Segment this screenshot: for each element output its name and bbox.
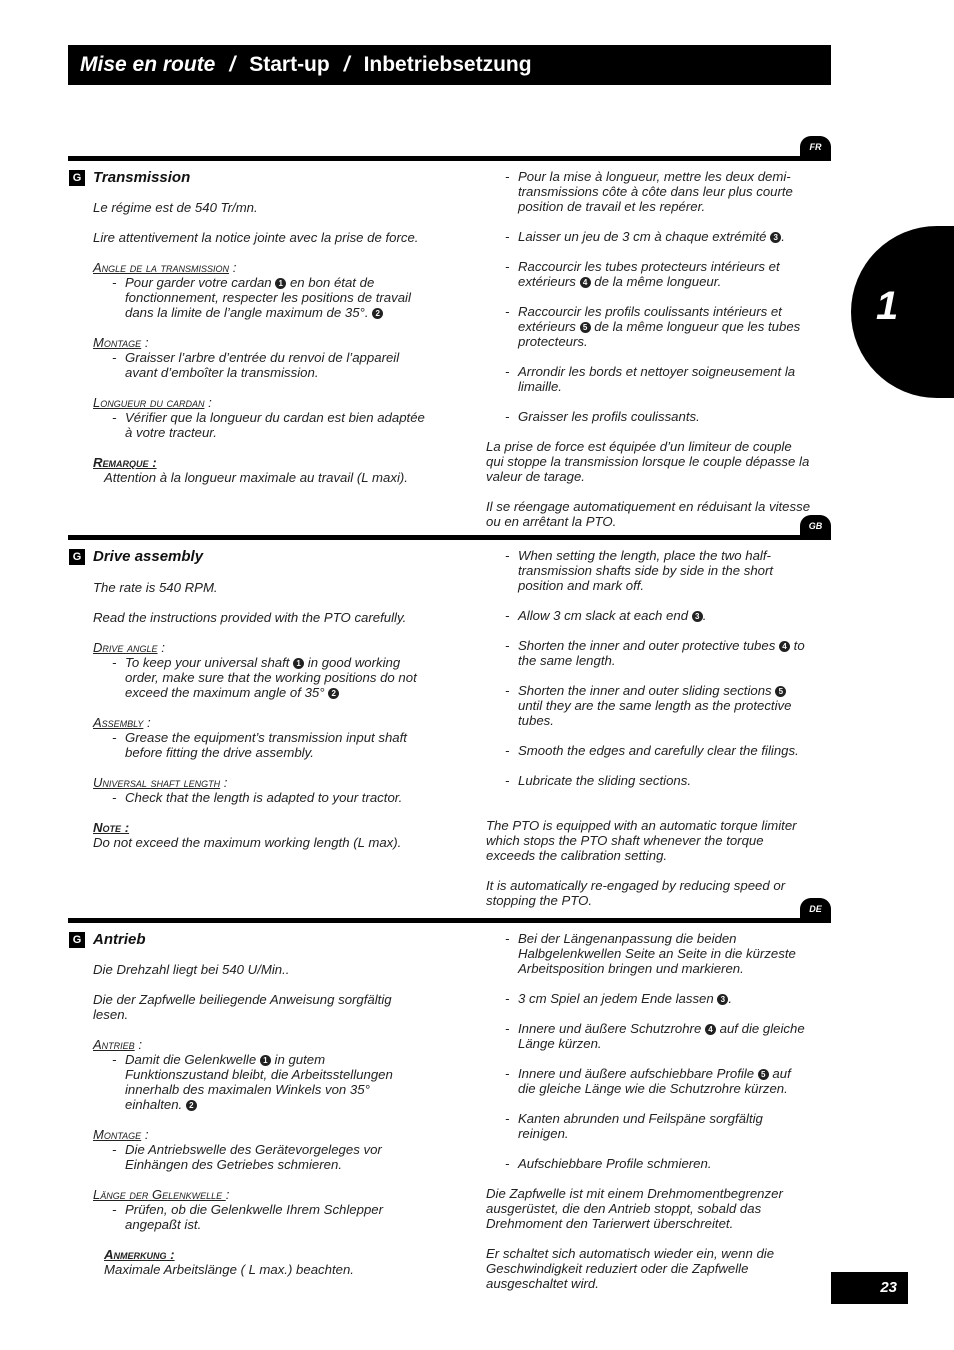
subheading-colon: :	[141, 1127, 149, 1142]
chapter-tab	[851, 226, 954, 398]
page-header	[68, 45, 831, 85]
list-item-text: .	[702, 608, 707, 623]
callout-2-icon: 2	[186, 1100, 197, 1111]
list-item-text: Shorten the inner and outer sliding sections	[518, 683, 772, 698]
list-item: - When setting the length, place the two half-transmission shafts side by side in the short position and mark off.	[505, 548, 774, 593]
list-item-text: in good working order, make sure that the working positions do not exceed the maximum angle of 35°	[125, 655, 417, 700]
list-item-text: Aufschiebbare Profile schmieren.	[518, 1156, 712, 1171]
list-item-text: de la même longueur.	[594, 274, 722, 289]
subheading-colon: :	[204, 395, 212, 410]
list-item-text: Raccourcir les tubes protecteurs intérieurs et extérieurs	[518, 259, 780, 289]
list-item-text: Kanten abrunden und Feilspäne sorgfältig reinigen.	[518, 1111, 763, 1141]
list-item-text: Pour garder votre cardan	[125, 275, 272, 290]
list-item-text: Arrondir les bords et nettoyer soigneusement la limaille.	[518, 364, 796, 394]
list-item: - Aufschiebbare Profile schmieren.	[505, 1156, 712, 1171]
list-item: - Innere und äußere aufschiebbare Profile 5 auf die gleiche Länge wie die Schutzrohre kürzen.	[505, 1066, 791, 1096]
callout-3-icon: 3	[770, 232, 781, 243]
subheading-colon: :	[225, 1187, 230, 1202]
gb-right-column	[486, 548, 811, 908]
list-item: - Arrondir les bords et nettoyer soigneusement la limaille.	[505, 364, 796, 394]
list-item: - Kanten abrunden und Feilspäne sorgfältig reinigen.	[505, 1111, 763, 1141]
list-item: - Bei der Längenanpassung die beiden Halbgelenkwellen Seite an Seite in die kürzeste Arbeitsposition bringen und markieren.	[505, 931, 796, 976]
subheading-colon: :	[220, 775, 228, 790]
subheading-colon: :	[157, 640, 165, 655]
page-number: 23	[831, 1272, 908, 1304]
subheading-text: Angle de la transmission	[93, 260, 230, 275]
list-item: - Die Antriebswelle des Gerätevorgeleges vor Einhängen des Getriebes schmieren.	[112, 1142, 382, 1172]
callout-2-icon: 2	[328, 688, 339, 699]
section-rule-fr	[68, 156, 831, 161]
paragraph: It is automatically re-engaged by reducing speed or stopping the PTO.	[486, 878, 786, 908]
fr-right-column	[486, 169, 811, 529]
subheading-colon: :	[134, 1037, 143, 1052]
subheading	[93, 640, 428, 655]
subheading	[93, 1187, 428, 1202]
list-item: - 3 cm Spiel an jedem Ende lassen 3 .	[505, 991, 733, 1006]
list-item: - Shorten the inner and outer protective tubes 4 to the same length.	[505, 638, 805, 668]
list-item: - Pour garder votre cardan 1 en bon état de fonctionnement, respecter les positions de travail dans la limite de l’angle maximum de 35°. 2	[112, 275, 411, 320]
header-title-de: Inbetriebsetzung	[363, 53, 532, 76]
list-item-text: Shorten the inner and outer protective tubes	[518, 638, 776, 653]
callout-5-icon: 5	[758, 1069, 769, 1080]
de-left-column	[93, 962, 428, 1277]
list-item-text: Innere und äußere Schutzrohre	[518, 1021, 702, 1036]
fr-left-column	[93, 200, 428, 485]
callout-4-icon: 4	[779, 641, 790, 652]
subheading	[93, 1037, 428, 1052]
list-item: - Check that the length is adapted to your tractor.	[112, 790, 403, 805]
subheading	[93, 260, 428, 275]
paragraph: Die der Zapfwelle beiliegende Anweisung sorgfältig lesen.	[93, 992, 392, 1022]
list-item-text: Prüfen, ob die Gelenkwelle Ihrem Schlepper angepaßt ist.	[125, 1202, 384, 1232]
callout-2-icon: 2	[372, 308, 383, 319]
list-item-text: .	[781, 229, 785, 244]
subheading-text: Universal shaft length	[93, 775, 221, 790]
list-item-text: Bei der Längenanpassung die beiden Halbgelenkwellen Seite an Seite in die kürzeste Arbeitsposition bringen und markieren.	[518, 931, 796, 976]
list-item-text: Grease the equipment’s transmission input shaft before fitting the drive assembly.	[125, 730, 407, 760]
list-item-text: Smooth the edges and carefully clear the filings.	[518, 743, 799, 758]
lang-tag-fr: FR	[800, 136, 831, 158]
subheading-text: Longueur du cardan	[93, 395, 205, 410]
list-item: - Lubricate the sliding sections.	[505, 773, 692, 788]
list-item-text: Lubricate the sliding sections.	[518, 773, 692, 788]
callout-1-icon: 1	[293, 658, 304, 669]
paragraph: The rate is 540 RPM.	[93, 580, 218, 595]
callout-1-icon: 1	[275, 278, 286, 289]
list-item: - Graisser l’arbre d’entrée du renvoi de l’appareil avant d’emboîter la transmission.	[112, 350, 400, 380]
list-item-text: Pour la mise à longueur, mettre les deux demi-transmissions côte à côte dans leur plus courte position de travail et les repérer.	[518, 169, 793, 214]
list-item-text: Raccourcir les profils coulissants intérieurs et extérieurs	[518, 304, 782, 334]
remark-label: Anmerkung :	[104, 1247, 175, 1262]
remark-text: Maximale Arbeitslänge ( L max.) beachten.	[104, 1262, 354, 1277]
section-title-de: Antrieb	[93, 931, 146, 948]
callout-5-icon: 5	[775, 686, 786, 697]
subheading-text: Montage	[93, 1127, 142, 1142]
list-item-text: Die Antriebswelle des Gerätevorgeleges vor Einhängen des Getriebes schmieren.	[125, 1142, 382, 1172]
callout-4-icon: 4	[580, 277, 591, 288]
subheading-colon: :	[229, 260, 237, 275]
lang-tag-gb: GB	[800, 515, 831, 537]
section-title-fr: Transmission	[93, 169, 191, 186]
subheading-text: Antrieb	[93, 1037, 135, 1052]
remark-label: Note :	[93, 820, 130, 835]
section-rule-gb	[68, 535, 831, 540]
list-item-text: Damit die Gelenkwelle	[125, 1052, 257, 1067]
gb-left-column	[93, 580, 428, 850]
list-item-text: When setting the length, place the two half-transmission shafts side by side in the short position and mark off.	[518, 548, 774, 593]
callout-1-icon: 1	[260, 1055, 271, 1066]
paragraph: The PTO is equipped with an automatic torque limiter which stops the PTO shaft whenever the torque exceeds the calibration setting.	[486, 818, 797, 863]
section-marker-de: G	[69, 932, 85, 948]
list-item-text: Innere und äußere aufschiebbare Profile	[518, 1066, 755, 1081]
list-item: - Innere und äußere Schutzrohre 4 auf die gleiche Länge kürzen.	[505, 1021, 805, 1051]
list-item: - Pour la mise à longueur, mettre les deux demi-transmissions côte à côte dans leur plus courte position de travail et les repérer.	[505, 169, 793, 214]
section-marker-fr: G	[69, 170, 85, 186]
list-item-text: en bon état de fonctionnement, respecter les positions de travail dans la limite de l’angle maximum de 35°.	[125, 275, 411, 320]
subheading	[93, 395, 428, 410]
list-item: - Allow 3 cm slack at each end 3 .	[505, 608, 707, 623]
list-item: - Raccourcir les tubes protecteurs intérieurs et extérieurs 4 de la même longueur.	[505, 259, 780, 289]
paragraph: Read the instructions provided with the PTO carefully.	[93, 610, 407, 625]
callout-3-icon: 3	[692, 611, 703, 622]
header-title-fr: Mise en route	[80, 53, 216, 76]
paragraph: Il se réengage automatiquement en réduisant la vitesse ou en arrêtant la PTO.	[486, 499, 811, 529]
section-title-gb: Drive assembly	[93, 548, 204, 565]
list-item-text: Allow 3 cm slack at each end	[518, 608, 689, 623]
list-item-text: auf die gleiche Länge kürzen.	[518, 1021, 805, 1051]
list-item-text: .	[728, 991, 733, 1006]
list-item-text: until they are the same length as the protective tubes.	[518, 698, 792, 728]
list-item-text: 3 cm Spiel an jedem Ende lassen	[518, 991, 714, 1006]
header-title-gb: Start-up	[249, 53, 330, 76]
list-item-text: To keep your universal shaft	[125, 655, 290, 670]
paragraph: La prise de force est équipée d’un limiteur de couple qui stoppe la transmission lorsque le couple dépasse la valeur de tarage.	[486, 439, 810, 484]
subheading-text: Assembly	[93, 715, 144, 730]
list-item-text: de la même longueur que les tubes protecteurs.	[518, 319, 801, 349]
header-separator: /	[343, 53, 350, 76]
list-item: - Prüfen, ob die Gelenkwelle Ihrem Schlepper angepaßt ist.	[112, 1202, 384, 1232]
subheading	[93, 335, 428, 350]
chapter-number: 1	[876, 284, 899, 328]
subheading	[93, 715, 428, 730]
subheading-text: Länge der Gelenkwelle	[93, 1187, 226, 1202]
paragraph: Lire attentivement la notice jointe avec la prise de force.	[93, 230, 419, 245]
list-item-text: Graisser l’arbre d’entrée du renvoi de l’appareil avant d’emboîter la transmission.	[125, 350, 400, 380]
list-item: - Damit die Gelenkwelle 1 in gutem Funktionszustand bleibt, die Arbeitsstellungen innerhalb des maximalen Winkels von 35° einhalten. 2	[112, 1052, 393, 1112]
list-item-text: to the same length.	[518, 638, 805, 668]
callout-3-icon: 3	[717, 994, 728, 1005]
list-item-text: Laisser un jeu de 3 cm à chaque extrémité	[518, 229, 767, 244]
list-item-text: Vérifier que la longueur du cardan est bien adaptée à votre tracteur.	[125, 410, 425, 440]
callout-5-icon: 5	[580, 322, 591, 333]
list-item: - Laisser un jeu de 3 cm à chaque extrémité 3 .	[505, 229, 785, 244]
subheading-colon: :	[141, 335, 149, 350]
section-rule-de	[68, 918, 831, 923]
subheading-text: Drive angle	[93, 640, 158, 655]
paragraph: Le régime est de 540 Tr/mn.	[93, 200, 258, 215]
subheading-text: Montage	[93, 335, 142, 350]
list-item-text: Graisser les profils coulissants.	[518, 409, 700, 424]
paragraph: Er schaltet sich automatisch wieder ein, wenn die Geschwindigkeit reduziert oder die Zapfwelle ausgeschaltet wird.	[486, 1246, 775, 1291]
list-item-text: in gutem Funktionszustand bleibt, die Arbeitsstellungen innerhalb des maximalen Winkels von 35° einhalten.	[125, 1052, 393, 1112]
list-item-text: Check that the length is adapted to your tractor.	[125, 790, 403, 805]
section-marker-gb: G	[69, 549, 85, 565]
de-right-column	[486, 931, 811, 1291]
subheading-colon: :	[143, 715, 151, 730]
subheading	[93, 1127, 428, 1142]
remark-text: Do not exceed the maximum working length (L max).	[93, 835, 402, 850]
list-item: - To keep your universal shaft 1 in good working order, make sure that the working positions do not exceed the maximum angle of 35° 2	[112, 655, 417, 700]
callout-4-icon: 4	[705, 1024, 716, 1035]
paragraph: Die Drehzahl liegt bei 540 U/Min..	[93, 962, 290, 977]
list-item: - Shorten the inner and outer sliding sections 5 until they are the same length as the protective tubes.	[505, 683, 792, 728]
list-item: - Graisser les profils coulissants.	[505, 409, 700, 424]
list-item: - Vérifier que la longueur du cardan est bien adaptée à votre tracteur.	[112, 410, 425, 440]
remark-text: Attention à la longueur maximale au travail (L maxi).	[104, 470, 408, 485]
list-item: - Raccourcir les profils coulissants intérieurs et extérieurs 5 de la même longueur que les tubes protecteurs.	[505, 304, 801, 349]
list-item-text: auf die gleiche Länge wie die Schutzrohre kürzen.	[518, 1066, 791, 1096]
lang-tag-de: DE	[800, 898, 831, 920]
subheading	[93, 775, 428, 790]
list-item: - Grease the equipment’s transmission input shaft before fitting the drive assembly.	[112, 730, 407, 760]
header-separator: /	[229, 53, 236, 76]
remark-label: Remarque :	[93, 455, 157, 470]
paragraph: Die Zapfwelle ist mit einem Drehmomentbegrenzer ausgerüstet, die den Antrieb stoppt, sobald das Drehmoment den Tarierwert überschreitet.	[486, 1186, 783, 1231]
list-item: - Smooth the edges and carefully clear the filings.	[505, 743, 799, 758]
